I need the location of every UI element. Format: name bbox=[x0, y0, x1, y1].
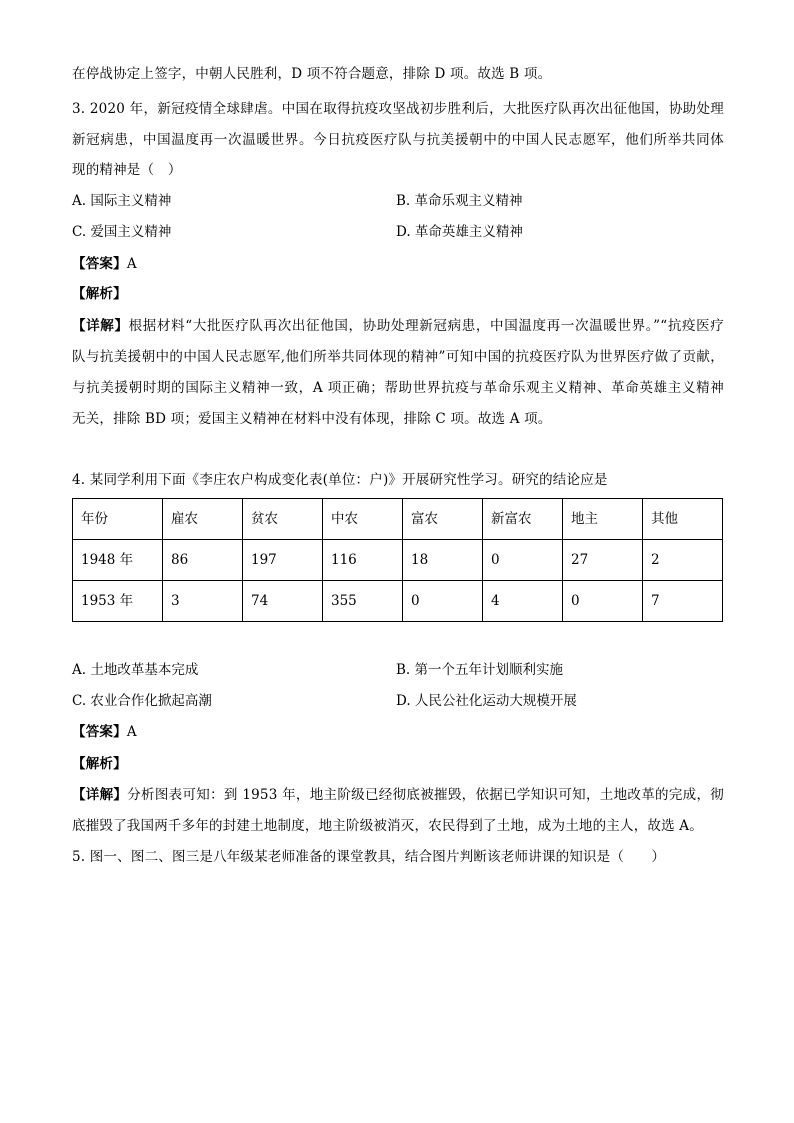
table-cell: 0 bbox=[403, 581, 483, 622]
detail-text: 根据材料“大批医疗队再次出征他国，协助处理新冠病患，中国温度再一次温暖世界。”“抗疫医疗 bbox=[128, 318, 724, 334]
table-cell: 116 bbox=[323, 540, 403, 581]
detail-text: 分析图表可知：到 1953 年，地主阶级已经彻底被摧毁，依据已学知识可知，土地改革的完成，彻 bbox=[127, 787, 724, 803]
table-cell: 4 bbox=[483, 581, 563, 622]
answer-value: A bbox=[126, 724, 137, 740]
table-cell: 27 bbox=[563, 540, 643, 581]
question-4-option-a: A. 土地改革基本完成 bbox=[72, 662, 199, 678]
question-3-detail-line-3: 与抗美援朝时期的国际主义精神一致，A 项正确；帮助世界抗疫与革命乐观主义精神、革命英雄主义精神 bbox=[72, 380, 724, 396]
question-3-stem-line-1: 3. 2020 年，新冠疫情全球肆虐。中国在取得抗疫攻坚战初步胜利后，大批医疗队再次出征他国，协助处理 bbox=[72, 101, 724, 117]
question-5-stem: 5. 图一、图二、图三是八年级某老师准备的课堂教具，结合图片判断该老师讲课的知识是（ ） bbox=[72, 849, 666, 865]
table-row bbox=[73, 540, 723, 581]
farmer-household-table bbox=[72, 498, 723, 622]
question-3-option-b: B. 革命乐观主义精神 bbox=[396, 193, 523, 209]
table-header-cell: 其他 bbox=[643, 499, 723, 540]
table-header-row bbox=[73, 499, 723, 540]
question-4-detail-line-1 bbox=[72, 785, 724, 805]
analysis-tag: 【解析】 bbox=[72, 756, 127, 772]
table-header-cell: 雇农 bbox=[163, 499, 243, 540]
table-cell: 0 bbox=[483, 540, 563, 581]
table-header-cell: 地主 bbox=[563, 499, 643, 540]
question-4-option-c: C. 农业合作化掀起高潮 bbox=[72, 693, 212, 709]
question-3-detail-line-1 bbox=[72, 316, 724, 336]
table-cell: 1948 年 bbox=[73, 540, 163, 581]
table-cell: 1953 年 bbox=[73, 581, 163, 622]
question-4-analysis-tag bbox=[72, 754, 724, 774]
question-3-detail-line-2: 队与抗美援朝中的中国人民志愿军,他们所举共同体现的精神”可知中国的抗疫医疗队为世界医疗做了贡献， bbox=[72, 349, 724, 365]
question-3-detail-line-4: 无关，排除 BD 项；爱国主义精神在材料中没有体现，排除 C 项。故选 A 项。 bbox=[72, 411, 552, 427]
question-3-answer bbox=[72, 254, 724, 274]
question-3-option-a: A. 国际主义精神 bbox=[72, 193, 172, 209]
table-cell: 355 bbox=[323, 581, 403, 622]
detail-tag: 【详解】 bbox=[72, 787, 128, 803]
answer-tag: 【答案】 bbox=[72, 724, 127, 740]
question-4-option-d: D. 人民公社化运动大规模开展 bbox=[396, 693, 577, 709]
table-header-cell: 贫农 bbox=[243, 499, 323, 540]
question-3-analysis-tag bbox=[72, 284, 724, 304]
question-3-stem-line-3: 现的精神是（ ） bbox=[72, 162, 182, 178]
analysis-tag: 【解析】 bbox=[72, 286, 127, 302]
question-4-stem: 4. 某同学利用下面《李庄农户构成变化表(单位：户)》开展研究性学习。研究的结论应是 bbox=[72, 472, 608, 488]
table-cell: 18 bbox=[403, 540, 483, 581]
table-header-cell: 年份 bbox=[73, 499, 163, 540]
question-4-detail-line-2: 底摧毁了我国两千多年的封建土地制度，地主阶级被消灭，农民得到了土地，成为土地的主人，故选 A。 bbox=[72, 818, 703, 834]
question-4-answer bbox=[72, 722, 724, 742]
table-cell: 2 bbox=[643, 540, 723, 581]
detail-tag: 【详解】 bbox=[72, 318, 129, 334]
question-3-option-d: D. 革命英雄主义精神 bbox=[396, 224, 523, 240]
answer-value: A bbox=[126, 256, 137, 272]
table-row bbox=[73, 581, 723, 622]
question-3-stem-line-2: 新冠病患，中国温度再一次温暖世界。今日抗疫医疗队与抗美援朝中的中国人民志愿军，他们所举共同体 bbox=[72, 132, 724, 148]
question-3-option-c: C. 爱国主义精神 bbox=[72, 224, 172, 240]
table-cell: 3 bbox=[163, 581, 243, 622]
answer-tag: 【答案】 bbox=[72, 256, 127, 272]
table-header-cell: 新富农 bbox=[483, 499, 563, 540]
table-header-cell: 富农 bbox=[403, 499, 483, 540]
table-cell: 0 bbox=[563, 581, 643, 622]
table-cell: 197 bbox=[243, 540, 323, 581]
text-line: 在停战协定上签字，中朝人民胜利，D 项不符合题意，排除 D 项。故选 B 项。 bbox=[72, 66, 552, 82]
table-cell: 74 bbox=[243, 581, 323, 622]
table-header-cell: 中农 bbox=[323, 499, 403, 540]
question-4-option-b: B. 第一个五年计划顺利实施 bbox=[396, 662, 564, 678]
table-cell: 86 bbox=[163, 540, 243, 581]
table-cell: 7 bbox=[643, 581, 723, 622]
